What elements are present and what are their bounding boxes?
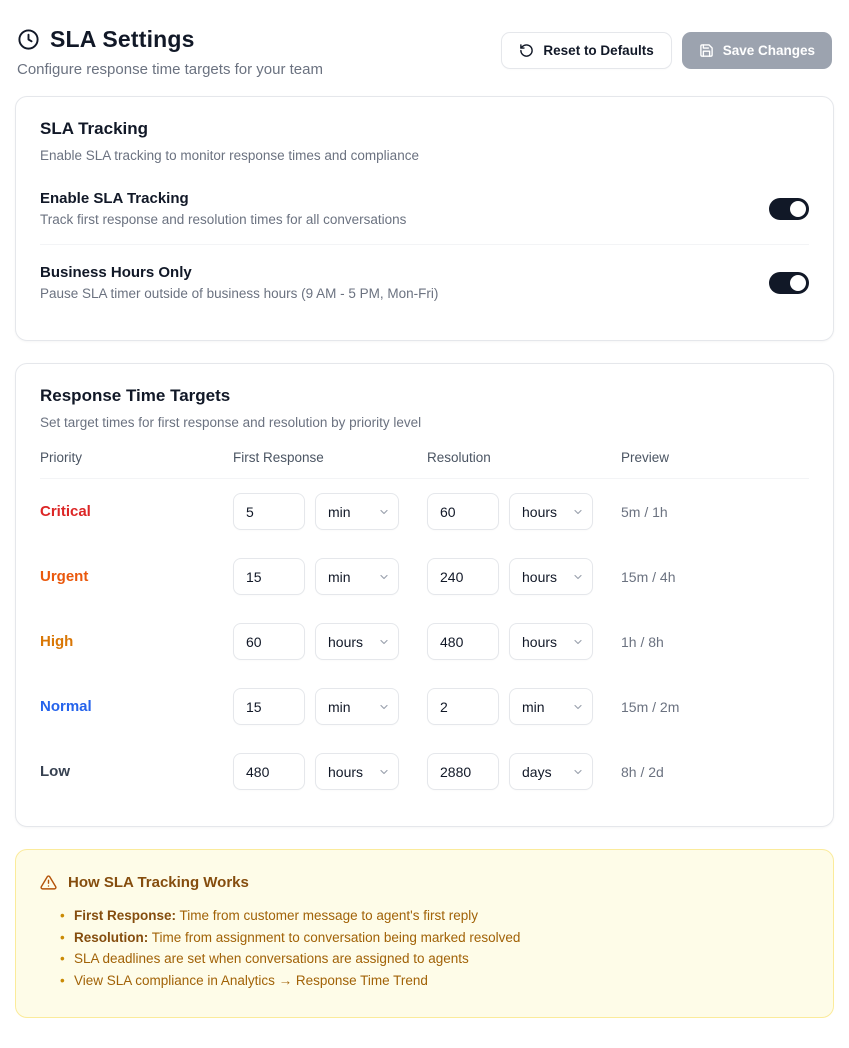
info-bullet: • View SLA compliance in Analytics → Response Time Trend bbox=[40, 970, 809, 992]
column-header-preview: Preview bbox=[621, 450, 670, 465]
low-first-response-unit-select-wrap bbox=[315, 753, 399, 790]
column-header-first-response: First Response bbox=[233, 450, 324, 465]
high-first-response-unit-select[interactable] bbox=[315, 623, 399, 660]
switch-knob bbox=[790, 275, 806, 291]
first-response-cell bbox=[233, 623, 427, 660]
bullet-dot-icon: • bbox=[60, 908, 65, 923]
target-row-urgent bbox=[40, 544, 809, 609]
low-resolution-unit-select-wrap bbox=[509, 753, 593, 790]
targets-table-body bbox=[40, 479, 809, 804]
urgent-first-response-value-input[interactable] bbox=[233, 558, 305, 595]
high-first-response-value-input[interactable] bbox=[233, 623, 305, 660]
toggle-business-hours-only[interactable] bbox=[769, 272, 809, 294]
target-row-low bbox=[40, 739, 809, 804]
preview-text-critical: 5m / 1h bbox=[621, 503, 668, 520]
page-title: SLA Settings bbox=[50, 26, 195, 52]
resolution-cell bbox=[427, 688, 621, 725]
header-actions bbox=[501, 32, 832, 69]
targets-title: Response Time Targets bbox=[40, 386, 231, 405]
normal-resolution-unit-select-wrap bbox=[509, 688, 593, 725]
priority-label-low: Low bbox=[40, 763, 70, 780]
rotate-ccw-icon bbox=[519, 43, 534, 58]
urgent-first-response-unit-select-wrap bbox=[315, 558, 399, 595]
resolution-cell bbox=[427, 753, 621, 790]
info-bullet-list bbox=[40, 905, 809, 991]
sla-tracking-title: SLA Tracking bbox=[40, 119, 149, 138]
bullet-dot-icon: • bbox=[60, 951, 65, 966]
toggle-text bbox=[40, 264, 438, 301]
toggle-label: Business Hours Only bbox=[40, 264, 192, 281]
high-first-response-unit-select-wrap bbox=[315, 623, 399, 660]
reset-to-defaults-button[interactable] bbox=[501, 32, 671, 69]
targets-table-header bbox=[40, 450, 809, 479]
low-resolution-value-input[interactable] bbox=[427, 753, 499, 790]
reset-button-label: Reset to Defaults bbox=[543, 43, 654, 58]
preview-text-urgent: 15m / 4h bbox=[621, 568, 676, 585]
switch-knob bbox=[790, 201, 806, 217]
high-resolution-unit-select[interactable] bbox=[509, 623, 593, 660]
priority-label-normal: Normal bbox=[40, 698, 92, 715]
clock-icon bbox=[17, 28, 40, 51]
resolution-cell bbox=[427, 623, 621, 660]
target-row-normal bbox=[40, 674, 809, 739]
bullet-dot-icon: • bbox=[60, 929, 65, 945]
critical-first-response-unit-select[interactable] bbox=[315, 493, 399, 530]
response-time-targets-card bbox=[15, 363, 834, 827]
priority-label-urgent: Urgent bbox=[40, 568, 89, 585]
toggle-rows bbox=[40, 171, 809, 318]
resolution-cell bbox=[427, 493, 621, 530]
critical-resolution-unit-select[interactable] bbox=[509, 493, 593, 530]
sla-tracking-card bbox=[15, 96, 834, 341]
how-sla-tracking-works-box bbox=[15, 849, 834, 1018]
first-response-cell bbox=[233, 688, 427, 725]
info-bullet: • SLA deadlines are set when conversations are assigned to agents bbox=[40, 948, 809, 970]
low-resolution-unit-select[interactable] bbox=[509, 753, 593, 790]
first-response-cell bbox=[233, 558, 427, 595]
preview-text-high: 1h / 8h bbox=[621, 633, 664, 650]
urgent-resolution-value-input[interactable] bbox=[427, 558, 499, 595]
toggle-text bbox=[40, 190, 406, 227]
preview-text-normal: 15m / 2m bbox=[621, 698, 680, 715]
normal-first-response-value-input[interactable] bbox=[233, 688, 305, 725]
urgent-resolution-unit-select-wrap bbox=[509, 558, 593, 595]
save-button-label: Save Changes bbox=[722, 43, 815, 58]
normal-resolution-value-input[interactable] bbox=[427, 688, 499, 725]
column-header-resolution: Resolution bbox=[427, 450, 491, 465]
urgent-first-response-unit-select[interactable] bbox=[315, 558, 399, 595]
toggle-enable-sla-tracking[interactable] bbox=[769, 198, 809, 220]
info-bullet: • First Response: Time from customer message to agent's first reply bbox=[40, 905, 809, 927]
first-response-cell bbox=[233, 753, 427, 790]
resolution-cell bbox=[427, 558, 621, 595]
toggle-description: Pause SLA timer outside of business hours (9 AM - 5 PM, Mon-Fri) bbox=[40, 286, 439, 301]
urgent-resolution-unit-select[interactable] bbox=[509, 558, 593, 595]
high-resolution-value-input[interactable] bbox=[427, 623, 499, 660]
critical-resolution-value-input[interactable] bbox=[427, 493, 499, 530]
priority-label-high: High bbox=[40, 633, 74, 650]
normal-first-response-unit-select-wrap bbox=[315, 688, 399, 725]
low-first-response-unit-select[interactable] bbox=[315, 753, 399, 790]
critical-first-response-value-input[interactable] bbox=[233, 493, 305, 530]
page-header-left bbox=[17, 26, 323, 78]
info-bullet: • Resolution: Time from assignment to conversation being marked resolved bbox=[40, 927, 809, 949]
toggle-label: Enable SLA Tracking bbox=[40, 190, 189, 207]
toggle-row bbox=[40, 244, 809, 318]
alert-triangle-icon bbox=[40, 874, 57, 891]
info-box-title: How SLA Tracking Works bbox=[68, 874, 249, 891]
target-row-critical bbox=[40, 479, 809, 544]
bullet-dot-icon: • bbox=[60, 972, 65, 988]
target-row-high bbox=[40, 609, 809, 674]
toggle-description: Track first response and resolution times for all conversations bbox=[40, 212, 407, 227]
critical-first-response-unit-select-wrap bbox=[315, 493, 399, 530]
save-changes-button[interactable] bbox=[682, 32, 832, 69]
page-subtitle: Configure response time targets for your team bbox=[17, 61, 323, 78]
toggle-row bbox=[40, 171, 809, 244]
normal-resolution-unit-select[interactable] bbox=[509, 688, 593, 725]
first-response-cell bbox=[233, 493, 427, 530]
low-first-response-value-input[interactable] bbox=[233, 753, 305, 790]
priority-label-critical: Critical bbox=[40, 503, 91, 520]
page-header bbox=[15, 26, 834, 78]
save-icon bbox=[699, 43, 714, 58]
targets-description: Set target times for first response and resolution by priority level bbox=[40, 415, 422, 430]
high-resolution-unit-select-wrap bbox=[509, 623, 593, 660]
critical-resolution-unit-select-wrap bbox=[509, 493, 593, 530]
preview-text-low: 8h / 2d bbox=[621, 763, 664, 780]
sla-tracking-description: Enable SLA tracking to monitor response times and compliance bbox=[40, 148, 419, 163]
normal-first-response-unit-select[interactable] bbox=[315, 688, 399, 725]
column-header-priority: Priority bbox=[40, 450, 83, 465]
